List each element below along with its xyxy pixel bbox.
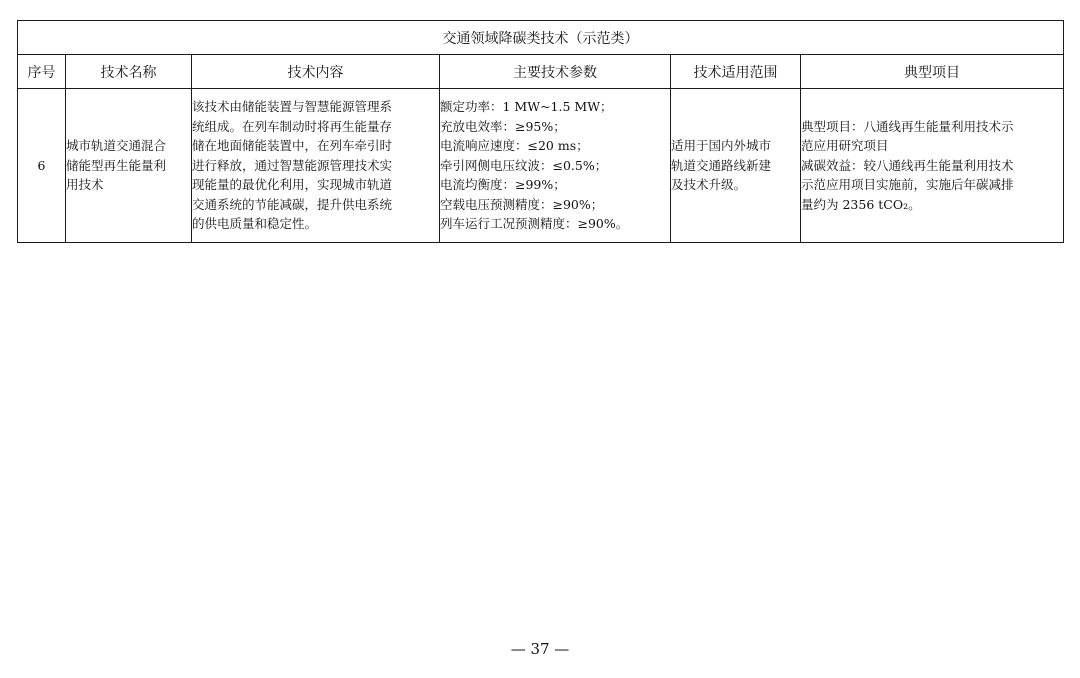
- tech-param-line: 额定功率：1 MW~1.5 MW；: [440, 99, 613, 115]
- tech-content-line: 储在地面储能装置中，在列车牵引时: [192, 138, 393, 154]
- page-number: — 37 —: [510, 640, 570, 658]
- header-name: 技术名称: [66, 55, 192, 89]
- tech-content-line: 的供电质量和稳定性。: [192, 216, 318, 232]
- table-title-row: [18, 21, 1064, 55]
- technology-table: [17, 20, 1064, 243]
- row-seq: 6: [18, 89, 66, 243]
- tech-content-line: 该技术由储能装置与智慧能源管理系: [192, 99, 393, 115]
- header-project: 典型项目: [801, 55, 1064, 89]
- tech-name-line: 用技术: [66, 177, 104, 193]
- row-tech-name: [66, 89, 192, 243]
- tech-param-line: 充放电效率：≥95%；: [440, 118, 566, 134]
- tech-content-line: 统组成。在列车制动时将再生能量存: [192, 118, 393, 134]
- table-header-row: [18, 55, 1064, 89]
- header-params: 主要技术参数: [440, 55, 671, 89]
- table-title: 交通领域降碳类技术（示范类）: [18, 21, 1064, 55]
- header-content: 技术内容: [192, 55, 440, 89]
- tech-name-line: 储能型再生能量利: [66, 157, 167, 173]
- tech-scope-line: 轨道交通路线新建: [671, 157, 772, 173]
- table-row: [18, 89, 1064, 243]
- tech-scope-line: 适用于国内外城市: [671, 138, 772, 154]
- tech-content-line: 现能量的最优化利用，实现城市轨道: [192, 177, 393, 193]
- project-line: 范应用研究项目: [801, 138, 889, 154]
- row-tech-scope: [671, 89, 801, 243]
- project-line: 减碳效益：较八通线再生能量利用技术: [801, 157, 1014, 173]
- tech-scope-line: 及技术升级。: [671, 177, 747, 193]
- project-line: 示范应用项目实施前，实施后年碳减排: [801, 177, 1014, 193]
- tech-param-line: 空载电压预测精度：≥90%；: [440, 196, 604, 212]
- tech-param-line: 电流响应速度：≤20 ms；: [440, 138, 589, 154]
- row-tech-content: [192, 89, 440, 243]
- row-tech-params: [440, 89, 671, 243]
- tech-name-line: 城市轨道交通混合: [66, 138, 167, 154]
- tech-content-line: 交通系统的节能减碳，提升供电系统: [192, 196, 393, 212]
- tech-content-line: 进行释放，通过智慧能源管理技术实: [192, 157, 393, 173]
- tech-param-line: 列车运行工况预测精度：≥90%。: [440, 216, 629, 232]
- tech-param-line: 电流均衡度：≥99%；: [440, 177, 566, 193]
- project-line: 量约为 2356 tCO₂。: [801, 196, 921, 212]
- row-typical-project: [801, 89, 1064, 243]
- tech-param-line: 牵引网侧电压纹波：≤0.5%；: [440, 157, 608, 173]
- project-line: 典型项目：八通线再生能量利用技术示: [801, 118, 1014, 134]
- header-scope: 技术适用范围: [671, 55, 801, 89]
- header-seq: 序号: [18, 55, 66, 89]
